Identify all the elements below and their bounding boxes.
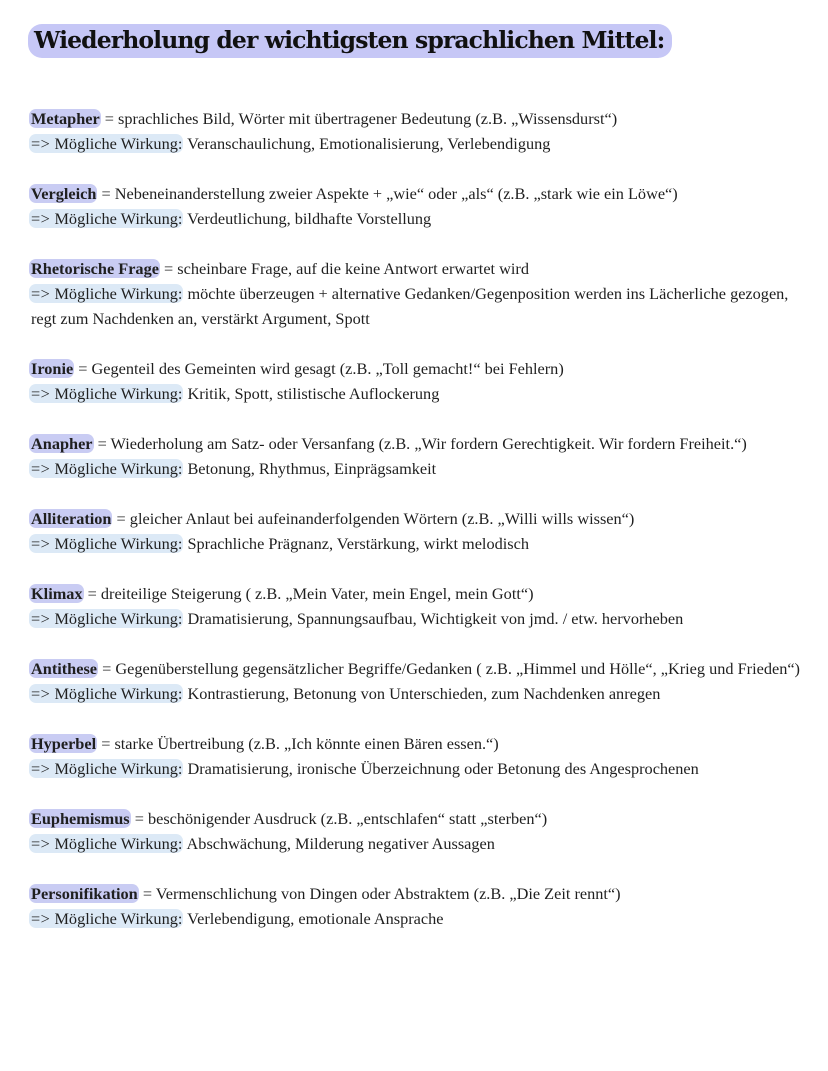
- list-item-antithese: [31, 656, 801, 706]
- effect-text: Kritik, Spott, stilistische Auflockerung: [183, 384, 440, 403]
- definition-line: [31, 256, 801, 281]
- title-container: [28, 24, 672, 58]
- effect-text: Dramatisierung, Spannungsaufbau, Wichtigkeit von jmd. / etw. hervorheben: [183, 609, 684, 628]
- arrow-symbol: =>: [31, 284, 51, 303]
- definition-line: [31, 431, 801, 456]
- definition-line: [31, 806, 801, 831]
- effect-text: Abschwächung, Milderung negativer Aussagen: [183, 834, 495, 853]
- effect-label-text: Mögliche Wirkung:: [54, 534, 183, 553]
- page-title: Wiederholung der wichtigsten sprachlichen Mittel:: [28, 24, 672, 58]
- definition-text: = Wiederholung am Satz- oder Versanfang (z.B. „Wir fordern Gerechtigkeit. Wir fordern Freiheit.“): [93, 434, 747, 453]
- effect-label-text: Mögliche Wirkung:: [54, 459, 183, 478]
- definition-line: [31, 506, 801, 531]
- effect-line: [31, 531, 801, 556]
- effect-label: [29, 134, 183, 153]
- term-label: Rhetorische Frage: [31, 259, 159, 278]
- list-item-hyperbel: [31, 731, 801, 781]
- arrow-symbol: =>: [31, 609, 51, 628]
- list-item-klimax: [31, 581, 801, 631]
- arrow-symbol: =>: [31, 459, 51, 478]
- effect-label: [29, 609, 183, 628]
- effect-text: Betonung, Rhythmus, Einprägsamkeit: [183, 459, 437, 478]
- effect-line: [31, 756, 801, 781]
- effect-text: Veranschaulichung, Emotionalisierung, Verlebendigung: [183, 134, 551, 153]
- definition-text: = dreiteilige Steigerung ( z.B. „Mein Vater, mein Engel, mein Gott“): [83, 584, 534, 603]
- list-item-alliteration: [31, 506, 801, 556]
- effect-label: [29, 384, 183, 403]
- effect-label: [29, 909, 183, 928]
- definition-text: = beschönigender Ausdruck (z.B. „entschlafen“ statt „sterben“): [130, 809, 548, 828]
- effect-line: [31, 906, 801, 931]
- effect-text: Dramatisierung, ironische Überzeichnung oder Betonung des Angesprochenen: [183, 759, 699, 778]
- arrow-symbol: =>: [31, 834, 51, 853]
- definition-text: = Gegenteil des Gemeinten wird gesagt (z.B. „Toll gemacht!“ bei Fehlern): [74, 359, 564, 378]
- effect-label-text: Mögliche Wirkung:: [54, 134, 183, 153]
- effect-line: [31, 606, 801, 631]
- stylistic-devices-list: [31, 106, 801, 956]
- effect-label-text: Mögliche Wirkung:: [54, 384, 183, 403]
- term-label: Klimax: [31, 584, 83, 603]
- effect-line: [31, 381, 801, 406]
- arrow-symbol: =>: [31, 209, 51, 228]
- term-label: Ironie: [31, 359, 74, 378]
- term-label: Alliteration: [31, 509, 112, 528]
- list-item-vergleich: [31, 181, 801, 231]
- definition-text: = starke Übertreibung (z.B. „Ich könnte einen Bären essen.“): [97, 734, 499, 753]
- arrow-symbol: =>: [31, 759, 51, 778]
- effect-line: [31, 131, 801, 156]
- definition-line: [31, 656, 801, 681]
- effect-text: Verdeutlichung, bildhafte Vorstellung: [183, 209, 432, 228]
- definition-line: [31, 181, 801, 206]
- effect-text: Sprachliche Prägnanz, Verstärkung, wirkt melodisch: [183, 534, 529, 553]
- effect-text: Kontrastierung, Betonung von Unterschieden, zum Nachdenken anregen: [183, 684, 661, 703]
- definition-line: [31, 106, 801, 131]
- definition-text: = Gegenüberstellung gegensätzlicher Begriffe/Gedanken ( z.B. „Himmel und Hölle“, „Krieg und Frieden“): [98, 659, 800, 678]
- effect-text: Verlebendigung, emotionale Ansprache: [183, 909, 444, 928]
- effect-text: möchte überzeugen + alternative Gedanken/Gegenposition werden ins Lächerliche gezogen, regt zum Nachdenken an, verstärkt Argument, Spott: [31, 284, 789, 328]
- effect-line: [31, 831, 801, 856]
- effect-label-text: Mögliche Wirkung:: [54, 909, 183, 928]
- effect-label: [29, 534, 183, 553]
- effect-line: [31, 206, 801, 231]
- list-item-metapher: [31, 106, 801, 156]
- definition-text: = Vermenschlichung von Dingen oder Abstraktem (z.B. „Die Zeit rennt“): [138, 884, 621, 903]
- list-item-ironie: [31, 356, 801, 406]
- effect-line: [31, 281, 801, 331]
- effect-label: [29, 684, 183, 703]
- definition-line: [31, 731, 801, 756]
- term-label: Vergleich: [31, 184, 97, 203]
- effect-label: [29, 834, 183, 853]
- effect-label-text: Mögliche Wirkung:: [54, 759, 183, 778]
- term-label: Antithese: [31, 659, 98, 678]
- definition-line: [31, 356, 801, 381]
- effect-label-text: Mögliche Wirkung:: [54, 209, 183, 228]
- arrow-symbol: =>: [31, 384, 51, 403]
- effect-label: [29, 459, 183, 478]
- effect-label-text: Mögliche Wirkung:: [54, 834, 183, 853]
- arrow-symbol: =>: [31, 534, 51, 553]
- effect-label: [29, 209, 183, 228]
- effect-label-text: Mögliche Wirkung:: [54, 609, 183, 628]
- definition-text: = scheinbare Frage, auf die keine Antwort erwartet wird: [159, 259, 529, 278]
- term-label: Anapher: [31, 434, 93, 453]
- definition-text: = sprachliches Bild, Wörter mit übertragener Bedeutung (z.B. „Wissensdurst“): [100, 109, 618, 128]
- list-item-personifikation: [31, 881, 801, 931]
- definition-line: [31, 581, 801, 606]
- definition-text: = Nebeneinanderstellung zweier Aspekte + „wie“ oder „als“ (z.B. „stark wie ein Löwe“): [97, 184, 678, 203]
- list-item-euphemismus: [31, 806, 801, 856]
- effect-label-text: Mögliche Wirkung:: [54, 684, 183, 703]
- effect-label-text: Mögliche Wirkung:: [54, 284, 183, 303]
- term-label: Hyperbel: [31, 734, 97, 753]
- definition-text: = gleicher Anlaut bei aufeinanderfolgenden Wörtern (z.B. „Willi wills wissen“): [112, 509, 635, 528]
- effect-label: [29, 759, 183, 778]
- effect-label: [29, 284, 183, 303]
- definition-line: [31, 881, 801, 906]
- arrow-symbol: =>: [31, 909, 51, 928]
- list-item-rhetorische-frage: [31, 256, 801, 331]
- term-label: Metapher: [31, 109, 100, 128]
- arrow-symbol: =>: [31, 684, 51, 703]
- effect-line: [31, 681, 801, 706]
- arrow-symbol: =>: [31, 134, 51, 153]
- term-label: Personifikation: [31, 884, 138, 903]
- list-item-anapher: [31, 431, 801, 481]
- effect-line: [31, 456, 801, 481]
- term-label: Euphemismus: [31, 809, 130, 828]
